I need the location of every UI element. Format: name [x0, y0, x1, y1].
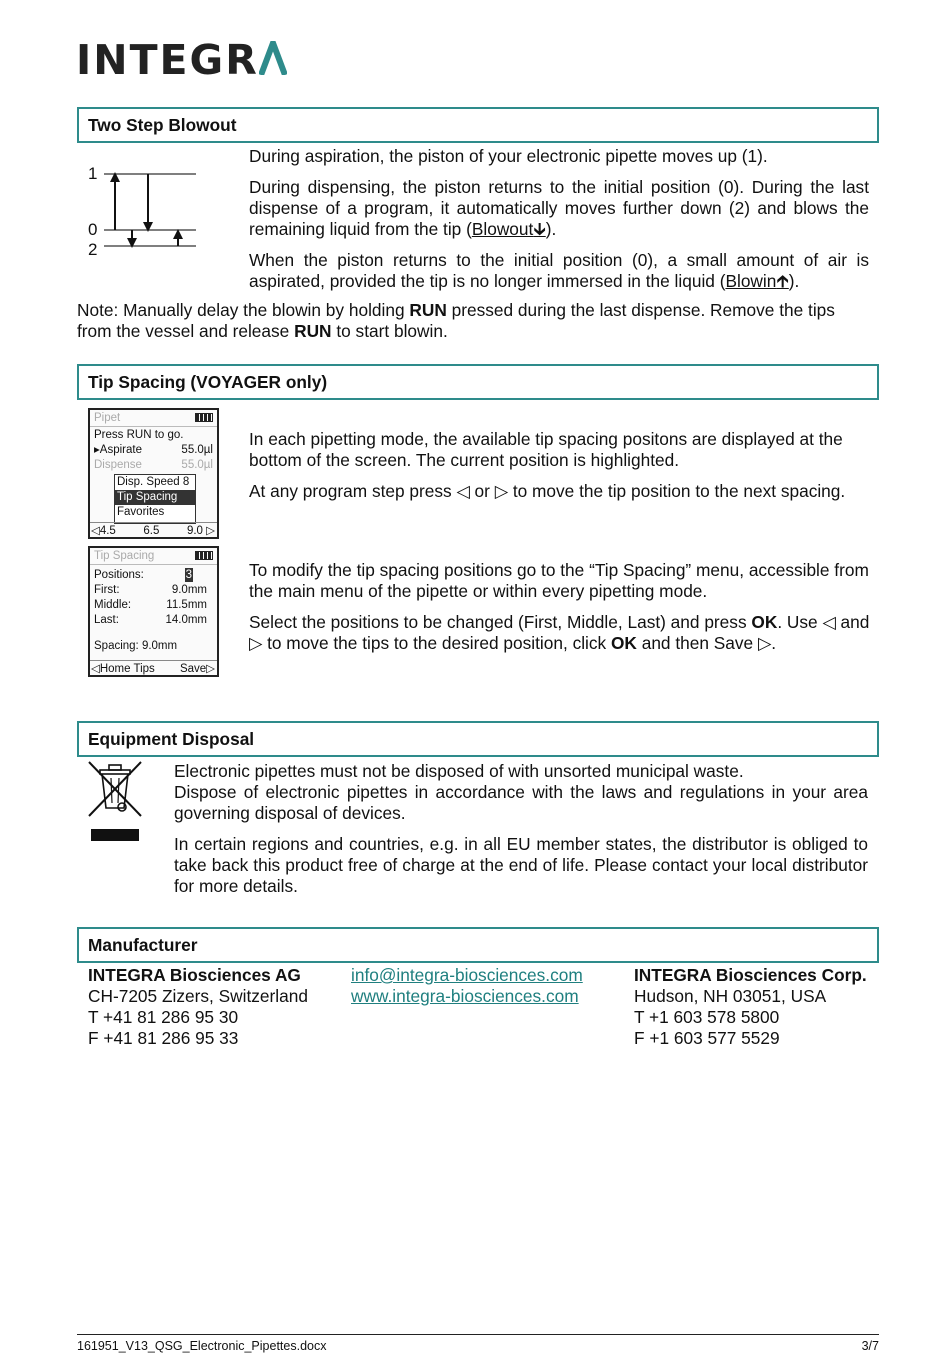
blowout-p1: During aspiration, the piston of your electronic pipette moves up (1).	[249, 146, 768, 166]
blowout-term: Blowout🡳	[471, 219, 546, 239]
company-address: Hudson, NH 03051, USA	[634, 986, 827, 1006]
diagram-label-0: 0	[88, 220, 98, 239]
diagram-label-2: 2	[88, 240, 98, 259]
disposal-p2: Dispose of electronic pipettes in accordance with the laws and regulations in your area governing disposal of devices.	[174, 782, 868, 823]
section-title: Two Step Blowout	[88, 115, 237, 135]
tip-spacing-p2: At any program step press ◁ or ▷ to move the tip position to the next spacing.	[249, 481, 846, 501]
save-softkey: Save▷	[179, 663, 215, 675]
company-phone: T +1 603 578 5800	[634, 1007, 780, 1027]
section-header-manufacturer	[77, 927, 879, 963]
blowout-text	[249, 146, 869, 302]
spacing-option: 6.5	[143, 525, 160, 537]
logo-text: INTEGR	[76, 36, 259, 84]
tip-spacing-text-1	[249, 429, 871, 512]
ok-key: OK	[610, 633, 637, 653]
run-key: RUN	[409, 300, 447, 320]
middle-label: Middle:	[94, 599, 132, 611]
arrow-up-icon: 🡱	[776, 271, 789, 291]
disposal-p1: Electronic pipettes must not be disposed of with unsorted municipal waste.	[174, 761, 744, 781]
pipette-screen-tip-spacing	[88, 546, 219, 677]
disposal-text	[174, 761, 868, 907]
menu-item: Disp. Speed 8	[117, 476, 190, 488]
manufacturer-corp	[634, 965, 867, 1049]
battery-icon	[195, 551, 213, 560]
spacing-option: 9.0 ▷	[186, 525, 215, 537]
section-title: Equipment Disposal	[88, 729, 255, 749]
arrow-down-icon: 🡳	[533, 219, 546, 239]
company-fax: F +41 81 286 95 33	[88, 1028, 239, 1048]
pipette-screen-mode	[88, 408, 219, 539]
dispense-label: Dispense	[94, 459, 142, 471]
spacing-readout: Spacing: 9.0mm	[94, 640, 178, 652]
manufacturer-contact	[351, 965, 583, 1007]
positions-label: Positions:	[94, 569, 144, 581]
section-header-tip-spacing	[77, 364, 879, 400]
company-phone: T +41 81 286 95 30	[88, 1007, 239, 1027]
tip-spacing-text-2	[249, 560, 871, 664]
footer-page-number: 3/7	[861, 1339, 879, 1353]
footer-divider	[77, 1334, 879, 1335]
logo-lambda-icon	[259, 41, 287, 75]
tip-spacing-p3: To modify the tip spacing positions go to the “Tip Spacing” menu, accessible from the main menu of the pipette or within every pipetting mode.	[249, 560, 869, 601]
home-tips-softkey: ◁Home Tips	[91, 663, 155, 675]
last-value: 14.0mm	[165, 614, 207, 626]
blowout-p2: During dispensing, the piston returns to the initial position (0). During the last dispense of a program, it automatically moves further down (2) and blows the remaining liquid from the tip (Blowout🡳).	[249, 177, 869, 239]
middle-value: 11.5mm	[166, 599, 207, 611]
ok-key: OK	[751, 612, 778, 632]
company-name: INTEGRA Biosciences Corp.	[634, 965, 867, 985]
blowin-term: Blowin🡱	[725, 271, 789, 291]
website-link[interactable]: www.integra-biosciences.com	[351, 986, 579, 1006]
screen-line: Press RUN to go.	[94, 429, 184, 441]
footer-doc-name: 161951_V13_QSG_Electronic_Pipettes.docx	[77, 1339, 327, 1353]
diagram-label-1: 1	[88, 164, 98, 183]
tip-spacing-p1: In each pipetting mode, the available tip spacing positons are displayed at the bottom of the screen. The current position is highlighted.	[249, 429, 843, 470]
screen-menu	[114, 474, 196, 524]
menu-item-selected: Tip Spacing	[115, 490, 195, 505]
positions-value: 3	[185, 569, 192, 581]
section-title: Manufacturer	[88, 935, 198, 955]
first-label: First:	[94, 584, 120, 596]
blowout-p3: When the piston returns to the initial position (0), a small amount of air is aspirated, provided the tip is no longer immersed in the liquid (Blowin🡱).	[249, 250, 869, 291]
first-value: 9.0mm	[171, 584, 207, 596]
menu-item: Favorites	[117, 506, 165, 518]
company-fax: F +1 603 577 5529	[634, 1028, 780, 1048]
manufacturer-ag	[88, 965, 308, 1049]
aspirate-value: 55.0µl	[181, 444, 213, 456]
tip-spacing-p4: Select the positions to be changed (First, Middle, Last) and press OK. Use ◁ and ▷ to move the tips to the desired position, click OK and then Save ▷.	[249, 612, 870, 653]
company-name: INTEGRA Biosciences AG	[88, 965, 301, 985]
screen-title: Pipet	[94, 412, 121, 424]
run-key: RUN	[294, 321, 332, 341]
blowout-diagram	[84, 160, 204, 260]
battery-icon	[195, 413, 213, 422]
section-title: Tip Spacing (VOYAGER only)	[88, 372, 328, 392]
section-header-disposal	[77, 721, 879, 757]
integra-logo	[76, 38, 287, 82]
section-header-blowout	[77, 107, 879, 143]
weee-crossed-bin-icon	[86, 760, 144, 844]
screen-title: Tip Spacing	[94, 550, 155, 562]
spacing-option-current: ◁4.5	[91, 525, 116, 537]
aspirate-label: ▸Aspirate	[94, 444, 142, 456]
last-label: Last:	[94, 614, 119, 626]
blowout-note: Note: Manually delay the blowin by holding RUN pressed during the last dispense. Remove the tips from the vessel and release RUN to start blowin.	[77, 300, 835, 341]
company-address: CH-7205 Zizers, Switzerland	[88, 986, 308, 1006]
disposal-p3: In certain regions and countries, e.g. in all EU member states, the distributor is obliged to take back this product free of charge at the end of life. Please contact your local distributor for more details.	[174, 834, 868, 896]
dispense-value: 55.0µl	[181, 459, 213, 471]
email-link[interactable]: info@integra-biosciences.com	[351, 965, 583, 985]
